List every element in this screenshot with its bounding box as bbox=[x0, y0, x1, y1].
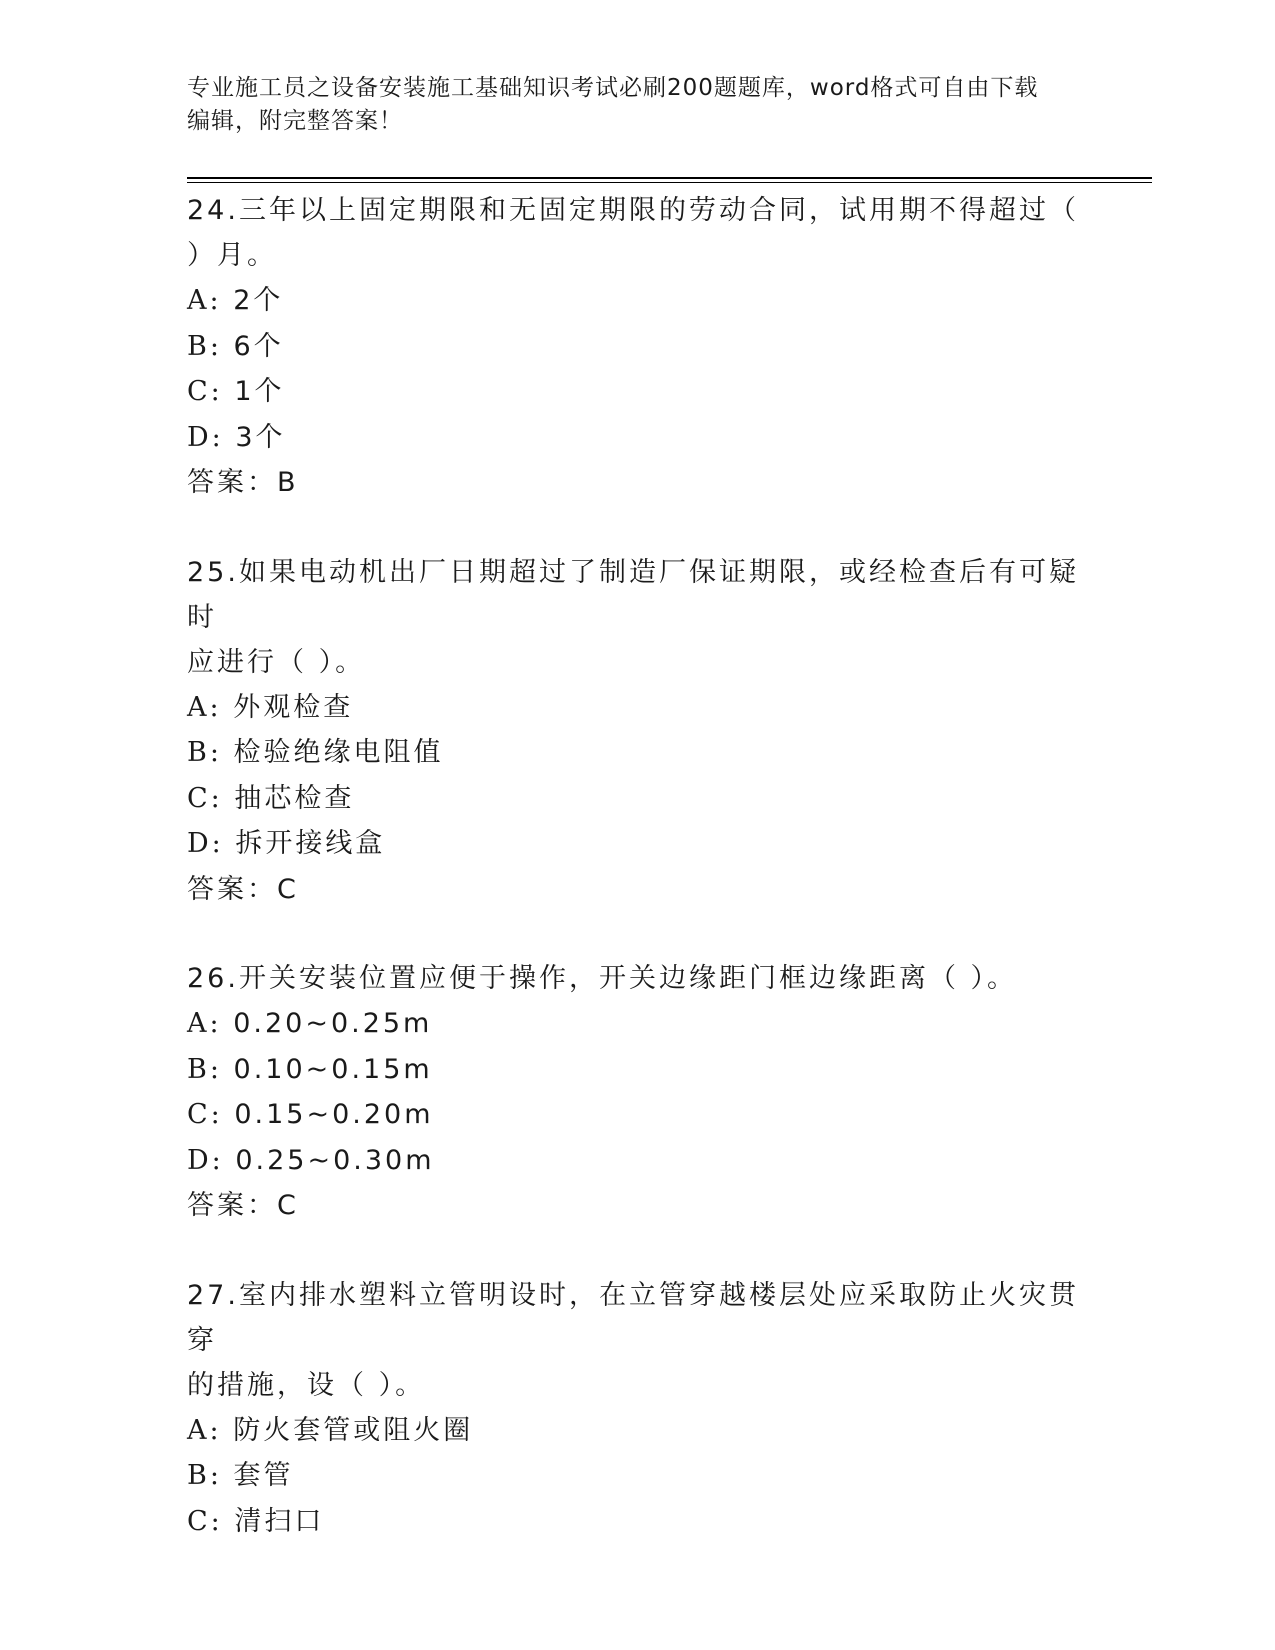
option-text: 0.15~0.20m bbox=[234, 1099, 434, 1130]
option-text: 0.10~0.15m bbox=[233, 1053, 433, 1085]
question-stem-line1: 25.如果电动机出厂日期超过了制造厂保证期限，或经检查后有可疑时 bbox=[187, 556, 1079, 633]
option-text: 清扫口 bbox=[234, 1505, 325, 1537]
option-a bbox=[187, 685, 1087, 731]
header-title-line2: 编辑，附完整答案！ bbox=[187, 108, 403, 134]
question-list bbox=[187, 188, 1087, 1588]
option-key: A: bbox=[187, 1008, 222, 1039]
option-text: 拆开接线盒 bbox=[235, 828, 386, 859]
option-text: 外观检查 bbox=[233, 691, 354, 723]
option-text: 6个 bbox=[233, 330, 284, 362]
option-d bbox=[187, 1138, 1087, 1184]
question-24 bbox=[187, 188, 1087, 506]
option-c bbox=[187, 1092, 1087, 1138]
option-key: C: bbox=[187, 782, 223, 814]
option-key: B: bbox=[187, 737, 222, 768]
option-text: 3个 bbox=[235, 421, 286, 453]
option-key: B: bbox=[187, 1460, 222, 1491]
option-key: D: bbox=[187, 421, 224, 453]
question-27 bbox=[187, 1273, 1087, 1545]
question-25 bbox=[187, 550, 1087, 913]
option-a bbox=[187, 278, 1087, 324]
option-a bbox=[187, 1408, 1087, 1454]
question-stem-line2: 应进行（ ）。 bbox=[187, 646, 366, 678]
option-c bbox=[187, 776, 1087, 822]
option-b bbox=[187, 730, 1087, 776]
answer-line: 答案：C bbox=[187, 1190, 299, 1221]
option-text: 1个 bbox=[234, 376, 285, 407]
option-key: C: bbox=[187, 1099, 223, 1130]
header-divider-thick bbox=[187, 177, 1152, 179]
option-key: B: bbox=[187, 1053, 222, 1085]
header-divider-thin bbox=[187, 182, 1152, 183]
option-d bbox=[187, 821, 1087, 867]
question-stem-line1: 27.室内排水塑料立管明设时，在立管穿越楼层处应采取防止火灾贯穿 bbox=[187, 1279, 1079, 1356]
option-text: 防火套管或阻火圈 bbox=[233, 1414, 474, 1446]
header-title-line1: 专业施工员之设备安装施工基础知识考试必刷200题题库，word格式可自由下载 bbox=[187, 75, 1039, 101]
question-stem-line1: 26.开关安装位置应便于操作，开关边缘距门框边缘距离（ ）。 bbox=[187, 963, 1018, 994]
question-stem-line2: ）月。 bbox=[187, 240, 277, 271]
option-key: D: bbox=[187, 1144, 224, 1176]
document-header bbox=[187, 72, 1087, 138]
option-a bbox=[187, 1001, 1087, 1047]
option-key: D: bbox=[187, 828, 224, 859]
question-26 bbox=[187, 956, 1087, 1229]
option-b bbox=[187, 324, 1087, 370]
answer-line: 答案：C bbox=[187, 873, 299, 905]
option-key: C: bbox=[187, 1505, 223, 1537]
option-text: 抽芯检查 bbox=[234, 782, 355, 814]
option-b bbox=[187, 1453, 1087, 1499]
option-d bbox=[187, 415, 1087, 461]
option-key: A: bbox=[187, 1414, 222, 1446]
option-text: 0.25~0.30m bbox=[235, 1144, 435, 1176]
option-text: 0.20~0.25m bbox=[233, 1008, 433, 1039]
option-key: A: bbox=[187, 691, 222, 723]
answer-line: 答案：B bbox=[187, 467, 299, 498]
option-key: A: bbox=[187, 285, 222, 316]
option-key: B: bbox=[187, 330, 222, 362]
option-text: 套管 bbox=[233, 1460, 294, 1491]
question-stem-line2: 的措施，设（ ）。 bbox=[187, 1369, 426, 1401]
question-stem-line1: 24.三年以上固定期限和无固定期限的劳动合同，试用期不得超过（ bbox=[187, 195, 1079, 226]
option-c bbox=[187, 369, 1087, 415]
option-key: C: bbox=[187, 376, 223, 407]
option-c bbox=[187, 1499, 1087, 1545]
option-b bbox=[187, 1047, 1087, 1093]
option-text: 2个 bbox=[233, 285, 284, 316]
option-text: 检验绝缘电阻值 bbox=[233, 737, 444, 768]
